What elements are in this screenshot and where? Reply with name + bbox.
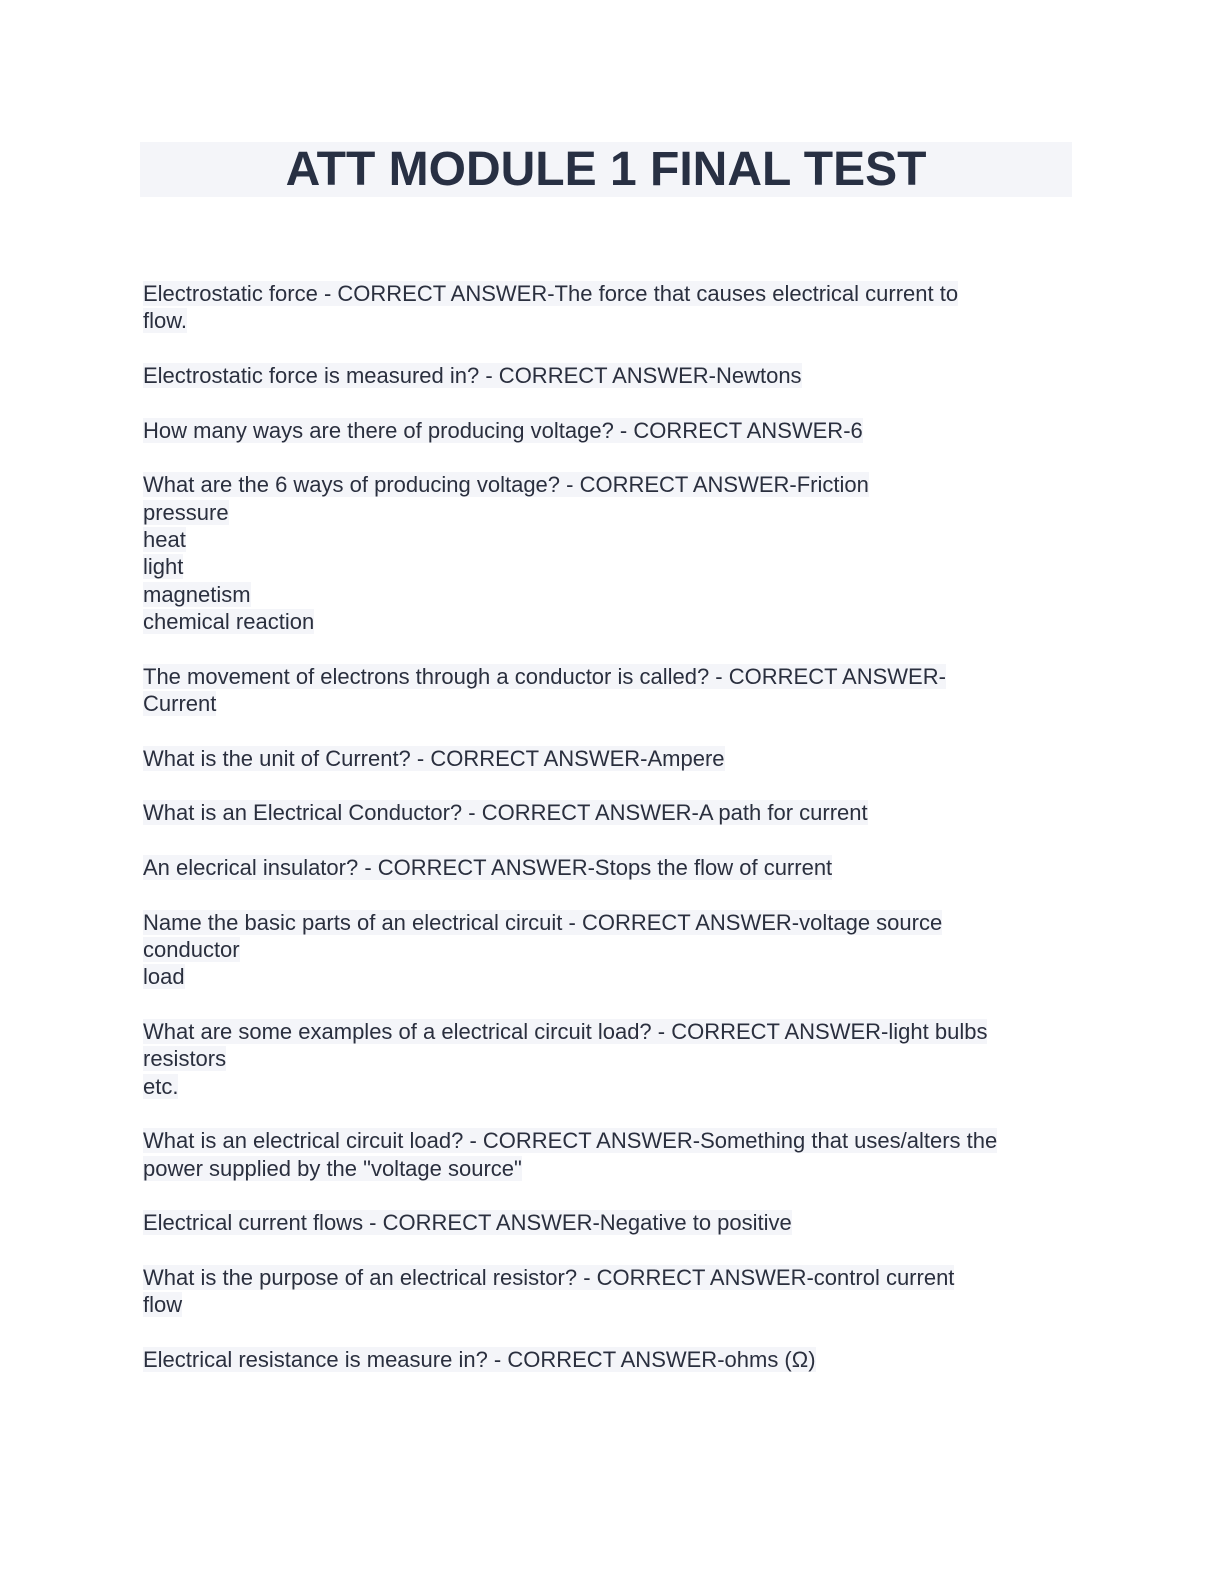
qa-question-line <box>143 909 1083 936</box>
qa-line-text: The movement of electrons through a conductor is called? - CORRECT ANSWER- <box>143 663 946 689</box>
qa-item <box>143 471 1083 635</box>
qa-line-text: heat <box>143 527 186 552</box>
qa-line-text: What are the 6 ways of producing voltage? - CORRECT ANSWER-Friction <box>143 472 869 498</box>
qa-line-text: power supplied by the "voltage source" <box>143 1155 522 1181</box>
qa-line-text: chemical reaction <box>143 609 315 635</box>
qa-question-line <box>143 362 1083 389</box>
qa-question-line <box>143 663 1083 690</box>
qa-line-text: How many ways are there of producing voltage? - CORRECT ANSWER-6 <box>143 417 863 443</box>
qa-answer-line <box>143 526 1083 553</box>
qa-question-line <box>143 471 1083 498</box>
qa-line-text: etc. <box>143 1073 179 1099</box>
qa-line-text: Electrostatic force - CORRECT ANSWER-The force that causes electrical current to <box>143 281 959 306</box>
title-band <box>140 142 1072 197</box>
qa-line-text: Name the basic parts of an electrical circuit - CORRECT ANSWER-voltage source <box>143 909 943 935</box>
qa-line-text: pressure <box>143 499 229 525</box>
qa-answer-line <box>143 1073 1083 1100</box>
qa-list <box>143 280 1083 1401</box>
qa-line-text: Electrical resistance is measure in? - CORRECT ANSWER-ohms (Ω) <box>143 1347 816 1372</box>
qa-answer-line <box>143 936 1083 963</box>
qa-item <box>143 1346 1083 1373</box>
qa-answer-line <box>143 307 1083 334</box>
qa-question-line <box>143 1127 1083 1154</box>
qa-question-line <box>143 799 1083 826</box>
qa-line-text: magnetism <box>143 581 251 607</box>
qa-answer-line <box>143 1291 1083 1318</box>
qa-line-text: resistors <box>143 1046 227 1072</box>
qa-line-text: What is an electrical circuit load? - CORRECT ANSWER-Something that uses/alters the <box>143 1128 998 1154</box>
qa-line-text: Electrical current flows - CORRECT ANSWER-Negative to positive <box>143 1210 792 1236</box>
qa-line-text: What is an Electrical Conductor? - CORRECT ANSWER-A path for current <box>143 800 868 826</box>
qa-item <box>143 1127 1083 1182</box>
qa-line-text: An elecrical insulator? - CORRECT ANSWER-Stops the flow of current <box>143 855 833 880</box>
qa-question-line <box>143 1346 1083 1373</box>
qa-item <box>143 280 1083 335</box>
qa-item <box>143 1209 1083 1236</box>
qa-line-text: Electrostatic force is measured in? - CORRECT ANSWER-Newtons <box>143 363 802 388</box>
qa-item <box>143 1264 1083 1319</box>
qa-answer-line <box>143 963 1083 990</box>
qa-line-text: What is the unit of Current? - CORRECT ANSWER-Ampere <box>143 745 725 771</box>
qa-question-line <box>143 1018 1083 1045</box>
page-title: ATT MODULE 1 FINAL TEST <box>285 143 927 196</box>
qa-answer-line <box>143 553 1083 580</box>
qa-answer-line <box>143 1045 1083 1072</box>
qa-question-line <box>143 1209 1083 1236</box>
qa-line-text: What is the purpose of an electrical resistor? - CORRECT ANSWER-control current <box>143 1265 955 1290</box>
qa-line-text: flow <box>143 1292 183 1318</box>
qa-question-line <box>143 280 1083 307</box>
qa-question-line <box>143 1264 1083 1291</box>
qa-question-line <box>143 417 1083 444</box>
qa-item <box>143 799 1083 826</box>
qa-item <box>143 745 1083 772</box>
qa-line-text: conductor <box>143 937 240 962</box>
qa-item <box>143 362 1083 389</box>
qa-item <box>143 417 1083 444</box>
qa-answer-line <box>143 581 1083 608</box>
qa-item <box>143 854 1083 881</box>
qa-line-text: Current <box>143 691 217 717</box>
qa-item <box>143 1018 1083 1100</box>
qa-answer-line <box>143 608 1083 635</box>
qa-line-text: light <box>143 554 184 580</box>
qa-question-line <box>143 854 1083 881</box>
qa-line-text: flow. <box>143 308 188 334</box>
qa-item <box>143 663 1083 718</box>
qa-question-line <box>143 745 1083 772</box>
qa-answer-line <box>143 499 1083 526</box>
qa-line-text: What are some examples of a electrical circuit load? - CORRECT ANSWER-light bulbs <box>143 1019 988 1044</box>
qa-line-text: load <box>143 964 185 990</box>
qa-item <box>143 909 1083 991</box>
qa-answer-line <box>143 690 1083 717</box>
qa-answer-line <box>143 1155 1083 1182</box>
